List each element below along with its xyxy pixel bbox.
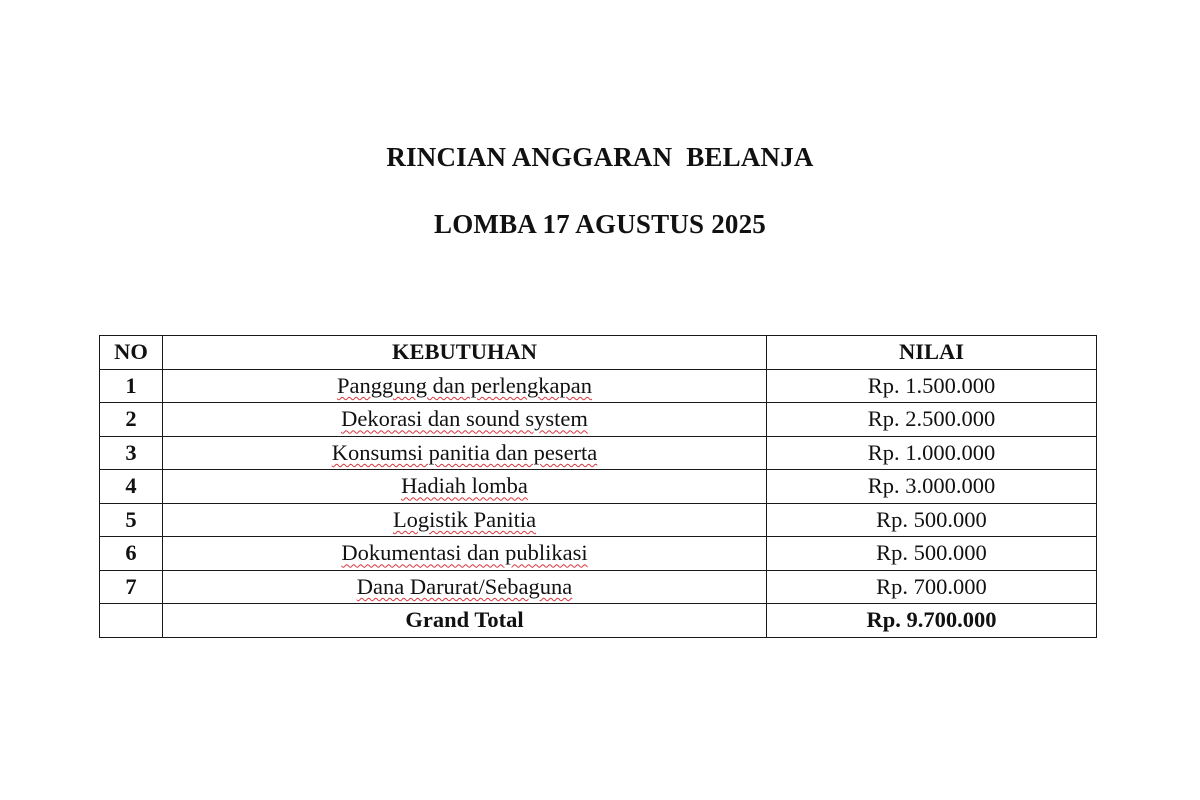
- table-row: [100, 503, 1097, 537]
- table-row: [100, 369, 1097, 403]
- document-title: RINCIAN ANGGARAN BELANJA: [386, 142, 814, 172]
- table-row: [100, 403, 1097, 437]
- header-kebutuhan: KEBUTUHAN: [163, 336, 767, 370]
- row-value: Rp. 3.000.000: [767, 470, 1097, 504]
- item-text: Dana Darurat/Sebaguna: [356, 573, 573, 599]
- row-value: Rp. 700.000: [767, 570, 1097, 604]
- total-value: Rp. 9.700.000: [767, 604, 1097, 638]
- item-text: Hadiah lomba: [401, 473, 528, 499]
- row-number: 5: [100, 503, 163, 537]
- table-header-row: [100, 336, 1097, 370]
- row-value: Rp. 500.000: [767, 537, 1097, 571]
- row-item: [163, 369, 767, 403]
- table-row: [100, 436, 1097, 470]
- item-text: Logistik Panitia: [392, 506, 537, 532]
- table-row: [100, 537, 1097, 571]
- row-item: [163, 436, 767, 470]
- table-row: [100, 470, 1097, 504]
- row-number: 4: [100, 470, 163, 504]
- document-subtitle: LOMBA 17 AGUSTUS 2025: [433, 209, 766, 239]
- header-no: NO: [100, 336, 163, 370]
- total-number: [100, 604, 163, 638]
- row-item: [163, 503, 767, 537]
- row-value: Rp. 500.000: [767, 503, 1097, 537]
- row-value: Rp. 1.000.000: [767, 436, 1097, 470]
- row-value: Rp. 1.500.000: [767, 369, 1097, 403]
- row-number: 6: [100, 537, 163, 571]
- table-row: [100, 570, 1097, 604]
- row-number: 1: [100, 369, 163, 403]
- row-number: 7: [100, 570, 163, 604]
- total-label: Grand Total: [163, 604, 767, 638]
- item-text: Panggung dan perlengkapan: [337, 372, 592, 398]
- row-value: Rp. 2.500.000: [767, 403, 1097, 437]
- row-item: [163, 403, 767, 437]
- row-number: 2: [100, 403, 163, 437]
- item-text: Konsumsi panitia dan peserta: [331, 439, 598, 465]
- item-text: Dokumentasi dan publikasi: [341, 540, 588, 566]
- header-nilai: NILAI: [767, 336, 1097, 370]
- budget-table: [99, 335, 1097, 638]
- row-item: [163, 537, 767, 571]
- row-number: 3: [100, 436, 163, 470]
- row-item: [163, 570, 767, 604]
- item-text: Dekorasi dan sound system: [341, 406, 588, 432]
- grand-total-row: [100, 604, 1097, 638]
- row-item: [163, 470, 767, 504]
